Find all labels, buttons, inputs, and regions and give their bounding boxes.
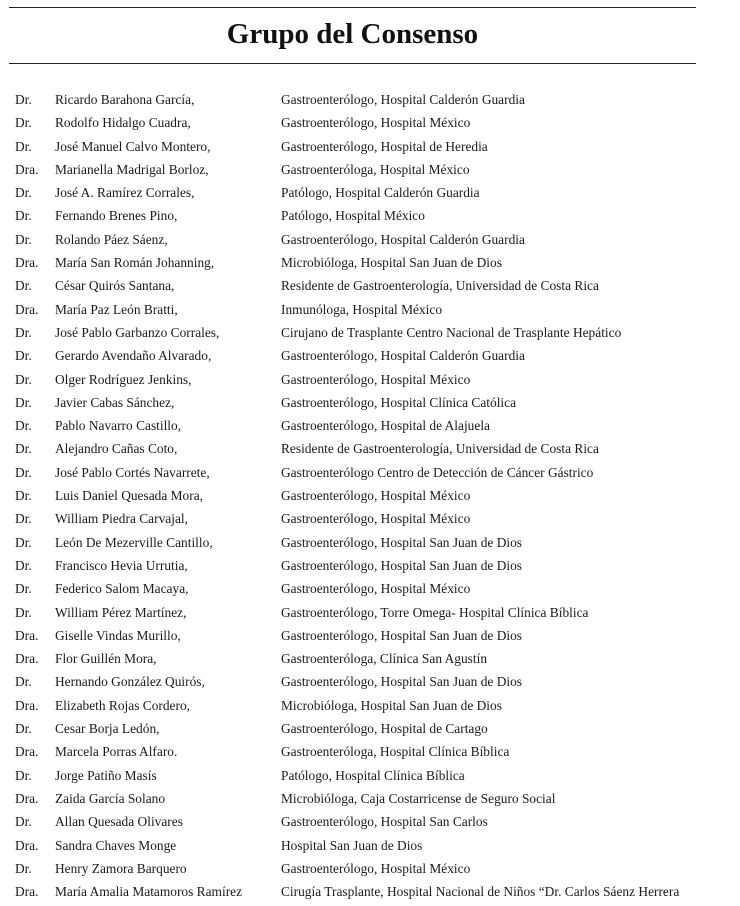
member-row xyxy=(0,416,740,439)
member-title: Dra. xyxy=(15,651,39,667)
member-title: Dr. xyxy=(15,581,32,597)
member-affiliation: Gastroenterólogo, Hospital México xyxy=(281,115,471,131)
member-row xyxy=(0,836,740,859)
member-row xyxy=(0,719,740,742)
member-name: Sandra Chaves Monge xyxy=(55,837,177,853)
member-row xyxy=(0,626,740,649)
member-affiliation: Gastroenterólogo, Hospital de Cartago xyxy=(281,721,488,737)
member-affiliation: Gastroenterólogo, Hospital San Carlos xyxy=(281,814,488,830)
member-row xyxy=(0,230,740,253)
member-row xyxy=(0,276,740,299)
member-affiliation: Cirujano de Trasplante Centro Nacional de Trasplante Hepático xyxy=(281,324,622,340)
member-name: María Paz León Bratti, xyxy=(55,301,178,317)
member-name: Giselle Vindas Murillo, xyxy=(55,627,181,643)
member-row xyxy=(0,206,740,229)
member-row xyxy=(0,393,740,416)
member-name: Rodolfo Hidalgo Cuadra, xyxy=(55,115,191,131)
member-affiliation: Gastroenterólogo, Hospital de Heredia xyxy=(281,138,488,154)
member-affiliation: Gastroenterólogo, Hospital San Juan de Dios xyxy=(281,534,522,550)
member-name: William Piedra Carvajal, xyxy=(55,511,188,527)
member-name: César Quirós Santana, xyxy=(55,278,175,294)
member-title: Dr. xyxy=(15,348,32,364)
member-row xyxy=(0,183,740,206)
member-title: Dra. xyxy=(15,837,39,853)
member-name: Fernando Brenes Pino, xyxy=(55,208,178,224)
member-row xyxy=(0,579,740,602)
member-affiliation: Gastroenterólogo, Hospital Clínica Católica xyxy=(281,394,517,410)
member-row xyxy=(0,370,740,393)
member-row xyxy=(0,253,740,276)
member-row xyxy=(0,113,740,136)
member-affiliation: Patólogo, Hospital Calderón Guardia xyxy=(281,185,480,201)
member-affiliation: Gastroenterólogo, Hospital Calderón Guardia xyxy=(281,231,525,247)
member-title: Dr. xyxy=(15,464,32,480)
member-row xyxy=(0,439,740,462)
member-affiliation: Gastroenterólogo, Hospital Calderón Guardia xyxy=(281,348,525,364)
member-name: Allan Quesada Olivares xyxy=(55,814,183,830)
member-affiliation: Gastroenteróloga, Clínica San Agustín xyxy=(281,651,488,667)
member-title: Dr. xyxy=(15,371,32,387)
member-affiliation: Gastroenterólogo, Hospital México xyxy=(281,371,471,387)
member-affiliation: Cirugía Trasplante, Hospital Nacional de Niños “Dr. Carlos Sáenz Herrera xyxy=(281,884,680,900)
member-row xyxy=(0,812,740,835)
member-row xyxy=(0,766,740,789)
member-name: Elizabeth Rojas Cordero, xyxy=(55,697,190,713)
member-title: Dra. xyxy=(15,161,39,177)
member-affiliation: Gastroenterólogo Centro de Detección de Cáncer Gástrico xyxy=(281,464,594,480)
member-title: Dr. xyxy=(15,278,32,294)
member-name: Javier Cabas Sánchez, xyxy=(55,394,175,410)
member-affiliation: Gastroenterólogo, Hospital Calderón Guardia xyxy=(281,92,525,107)
member-title: Dr. xyxy=(15,511,32,527)
member-affiliation: Gastroenterólogo, Hospital de Alajuela xyxy=(281,418,490,434)
member-row xyxy=(0,486,740,509)
member-name: Jorge Patiño Masís xyxy=(55,767,157,783)
member-row xyxy=(0,533,740,556)
member-row xyxy=(0,346,740,369)
member-title: Dr. xyxy=(15,767,32,783)
member-row xyxy=(0,603,740,626)
member-title: Dr. xyxy=(15,674,32,690)
member-name: Marianella Madrigal Borloz, xyxy=(55,161,209,177)
member-title: Dr. xyxy=(15,721,32,737)
member-title: Dr. xyxy=(15,557,32,573)
member-name: Alejandro Cañas Coto, xyxy=(55,441,178,457)
member-row xyxy=(0,742,740,765)
member-row xyxy=(0,789,740,812)
member-affiliation: Gastroenterólogo, Hospital San Juan de Dios xyxy=(281,627,522,643)
title-underline-rule xyxy=(9,63,696,64)
member-title: Dra. xyxy=(15,255,39,271)
member-row xyxy=(0,672,740,695)
member-row xyxy=(0,90,740,113)
member-name: María San Román Johanning, xyxy=(55,255,215,271)
member-title: Dr. xyxy=(15,92,32,107)
page-title: Grupo del Consenso xyxy=(226,18,479,50)
member-affiliation: Gastroenterólogo, Torre Omega- Hospital Clínica Bíblica xyxy=(281,604,589,620)
member-name: María Amalia Matamoros Ramírez xyxy=(55,884,243,900)
member-row xyxy=(0,649,740,672)
member-name: William Pérez Martínez, xyxy=(55,604,187,620)
member-title: Dr. xyxy=(15,231,32,247)
member-name: Luis Daniel Quesada Mora, xyxy=(55,488,203,504)
top-rule xyxy=(9,7,696,8)
member-affiliation: Gastroenteróloga, Hospital Clínica Bíblica xyxy=(281,744,510,760)
member-affiliation: Patólogo, Hospital México xyxy=(281,208,425,224)
member-list xyxy=(0,90,740,905)
member-affiliation: Microbióloga, Caja Costarricense de Seguro Social xyxy=(281,790,556,806)
member-title: Dra. xyxy=(15,627,39,643)
member-name: José Pablo Garbanzo Corrales, xyxy=(55,324,220,340)
member-title: Dr. xyxy=(15,814,32,830)
member-title: Dra. xyxy=(15,884,39,900)
member-title: Dr. xyxy=(15,860,32,876)
member-row xyxy=(0,137,740,160)
member-name: Olger Rodríguez Jenkins, xyxy=(55,371,192,387)
member-row xyxy=(0,556,740,579)
member-name: Federico Salom Macaya, xyxy=(55,581,189,597)
member-name: José A. Ramírez Corrales, xyxy=(55,185,195,201)
member-title: Dra. xyxy=(15,301,39,317)
member-name: Gerardo Avendaño Alvarado, xyxy=(55,348,212,364)
member-title: Dr. xyxy=(15,208,32,224)
member-name: Cesar Borja Ledón, xyxy=(55,721,160,737)
member-affiliation: Hospital San Juan de Dios xyxy=(281,837,423,853)
member-affiliation: Gastroenterólogo, Hospital México xyxy=(281,860,471,876)
member-row xyxy=(0,882,740,905)
member-name: Marcela Porras Alfaro. xyxy=(55,744,178,760)
member-affiliation: Microbióloga, Hospital San Juan de Dios xyxy=(281,697,502,713)
member-name: José Pablo Cortés Navarrete, xyxy=(55,464,210,480)
member-name: Ricardo Barahona García, xyxy=(55,92,195,107)
member-affiliation: Gastroenterólogo, Hospital México xyxy=(281,581,471,597)
member-name: Pablo Navarro Castillo, xyxy=(55,418,182,434)
member-affiliation: Inmunóloga, Hospital México xyxy=(281,301,443,317)
member-name: Henry Zamora Barquero xyxy=(55,860,187,876)
member-affiliation: Patólogo, Hospital Clínica Bíblica xyxy=(281,767,465,783)
member-affiliation: Gastroenterólogo, Hospital San Juan de Dios xyxy=(281,557,522,573)
member-title: Dr. xyxy=(15,185,32,201)
member-name: Hernando González Quirós, xyxy=(55,674,205,690)
member-row xyxy=(0,160,740,183)
member-title: Dra. xyxy=(15,744,39,760)
member-row xyxy=(0,323,740,346)
member-title: Dra. xyxy=(15,697,39,713)
member-title: Dr. xyxy=(15,488,32,504)
member-name: Flor Guillén Mora, xyxy=(55,651,157,667)
member-affiliation: Residente de Gastroenterología, Universidad de Costa Rica xyxy=(281,278,599,294)
member-title: Dr. xyxy=(15,115,32,131)
member-affiliation: Gastroenterólogo, Hospital México xyxy=(281,511,471,527)
member-row xyxy=(0,300,740,323)
member-affiliation: Residente de Gastroenterología, Universidad de Costa Rica xyxy=(281,441,599,457)
member-title: Dr. xyxy=(15,604,32,620)
member-name: Zaida García Solano xyxy=(55,790,166,806)
member-row xyxy=(0,463,740,486)
member-affiliation: Gastroenterólogo, Hospital México xyxy=(281,488,471,504)
member-affiliation: Gastroenteróloga, Hospital México xyxy=(281,161,470,177)
member-affiliation: Gastroenterólogo, Hospital San Juan de Dios xyxy=(281,674,522,690)
member-title: Dra. xyxy=(15,790,39,806)
member-title: Dr. xyxy=(15,394,32,410)
member-name: Francisco Hevia Urrutia, xyxy=(55,557,188,573)
member-row xyxy=(0,509,740,532)
member-title: Dr. xyxy=(15,138,32,154)
member-name: León De Mezerville Cantillo, xyxy=(55,534,213,550)
member-name: José Manuel Calvo Montero, xyxy=(55,138,211,154)
member-title: Dr. xyxy=(15,441,32,457)
member-row xyxy=(0,859,740,882)
member-title: Dr. xyxy=(15,534,32,550)
member-row xyxy=(0,696,740,719)
member-name: Rolando Páez Sáenz, xyxy=(55,231,168,247)
member-affiliation: Microbióloga, Hospital San Juan de Dios xyxy=(281,255,502,271)
member-title: Dr. xyxy=(15,418,32,434)
member-title: Dr. xyxy=(15,324,32,340)
